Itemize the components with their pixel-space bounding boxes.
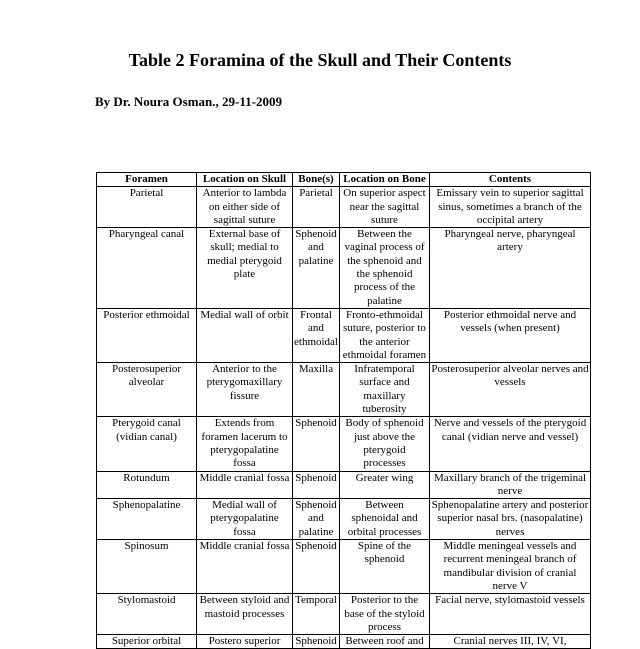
table-row bbox=[97, 471, 591, 499]
cell-location-on-skull: Middle cranial fossa bbox=[197, 471, 293, 499]
cell-location-on-skull: Medial wall of pterygopalatine fossa bbox=[197, 499, 293, 540]
cell-location-on-skull: Anterior to lambda on either side of sagittal suture bbox=[197, 187, 293, 228]
cell-bones: Maxilla bbox=[293, 363, 340, 417]
author-line: By Dr. Noura Osman., 29-11-2009 bbox=[95, 94, 282, 109]
table-row bbox=[97, 228, 591, 309]
cell-bones: Parietal bbox=[293, 187, 340, 228]
cell-location-on-skull: Medial wall of orbit bbox=[197, 308, 293, 362]
cell-location-on-bone: On superior aspect near the sagittal suture bbox=[340, 187, 430, 228]
cell-location-on-bone: Fronto-ethmoidal suture, posterior to the anterior ethmoidal foramen bbox=[340, 308, 430, 362]
cell-contents: Posterior ethmoidal nerve and vessels (when present) bbox=[430, 308, 591, 362]
cell-bones: Sphenoid and palatine bbox=[293, 499, 340, 540]
table-row bbox=[97, 308, 591, 362]
cell-foramen: Stylomastoid bbox=[97, 594, 197, 635]
cell-location-on-bone: Between sphenoidal and orbital processes bbox=[340, 499, 430, 540]
cell-foramen: Parietal bbox=[97, 187, 197, 228]
cell-location-on-skull: Postero superior bbox=[197, 635, 293, 649]
cell-location-on-bone: Between the vaginal process of the sphenoid and the sphenoid process of the palatine bbox=[340, 228, 430, 309]
cell-location-on-bone: Infratemporal surface and maxillary tuberosity bbox=[340, 363, 430, 417]
cell-foramen: Pharyngeal canal bbox=[97, 228, 197, 309]
cell-bones: Frontal and ethmoidal bbox=[293, 308, 340, 362]
cell-contents: Pharyngeal nerve, pharyngeal artery bbox=[430, 228, 591, 309]
cell-contents: Cranial nerves III, IV, VI, bbox=[430, 635, 591, 649]
header-foramen: Foramen bbox=[97, 173, 197, 187]
cell-bones: Sphenoid bbox=[293, 540, 340, 594]
cell-contents: Maxillary branch of the trigeminal nerve bbox=[430, 471, 591, 499]
table-header-row bbox=[97, 173, 591, 187]
cell-foramen: Sphenopalatine bbox=[97, 499, 197, 540]
cell-contents: Emissary vein to superior sagittal sinus, sometimes a branch of the occipital artery bbox=[430, 187, 591, 228]
table-row bbox=[97, 594, 591, 635]
cell-location-on-bone: Spine of the sphenoid bbox=[340, 540, 430, 594]
header-location-on-bone: Location on Bone bbox=[340, 173, 430, 187]
cell-location-on-bone: Posterior to the base of the styloid process bbox=[340, 594, 430, 635]
cell-foramen: Rotundum bbox=[97, 471, 197, 499]
cell-location-on-skull: Between styloid and mastoid processes bbox=[197, 594, 293, 635]
cell-location-on-skull: External base of skull; medial to medial pterygoid plate bbox=[197, 228, 293, 309]
header-bones: Bone(s) bbox=[293, 173, 340, 187]
cell-bones: Sphenoid bbox=[293, 635, 340, 649]
table-row bbox=[97, 635, 591, 649]
cell-foramen: Posterosuperior alveolar bbox=[97, 363, 197, 417]
cell-foramen: Superior orbital bbox=[97, 635, 197, 649]
table-row bbox=[97, 499, 591, 540]
cell-foramen: Posterior ethmoidal bbox=[97, 308, 197, 362]
document-title: Table 2 Foramina of the Skull and Their Contents bbox=[128, 50, 512, 70]
cell-contents: Facial nerve, stylomastoid vessels bbox=[430, 594, 591, 635]
cell-foramen: Pterygoid canal (vidian canal) bbox=[97, 417, 197, 471]
cell-location-on-skull: Extends from foramen lacerum to pterygopalatine fossa bbox=[197, 417, 293, 471]
cell-contents: Nerve and vessels of the pterygoid canal (vidian nerve and vessel) bbox=[430, 417, 591, 471]
cell-bones: Sphenoid bbox=[293, 471, 340, 499]
header-location-on-skull: Location on Skull bbox=[197, 173, 293, 187]
cell-bones: Sphenoid bbox=[293, 417, 340, 471]
cell-contents: Middle meningeal vessels and recurrent meningeal branch of mandibular division of cranial nerve V bbox=[430, 540, 591, 594]
cell-bones: Temporal bbox=[293, 594, 340, 635]
table-row bbox=[97, 417, 591, 471]
cell-contents: Sphenopalatine artery and posterior superior nasal brs. (nasopalatine) nerves bbox=[430, 499, 591, 540]
cell-contents: Posterosuperior alveolar nerves and vessels bbox=[430, 363, 591, 417]
cell-location-on-bone: Greater wing bbox=[340, 471, 430, 499]
table-row bbox=[97, 540, 591, 594]
cell-location-on-skull: Anterior to the pterygomaxillary fissure bbox=[197, 363, 293, 417]
cell-location-on-bone: Body of sphenoid just above the pterygoid processes bbox=[340, 417, 430, 471]
table-row bbox=[97, 363, 591, 417]
cell-location-on-skull: Middle cranial fossa bbox=[197, 540, 293, 594]
cell-bones: Sphenoid and palatine bbox=[293, 228, 340, 309]
table-row bbox=[97, 187, 591, 228]
cell-foramen: Spinosum bbox=[97, 540, 197, 594]
header-contents: Contents bbox=[430, 173, 591, 187]
cell-location-on-bone: Between roof and bbox=[340, 635, 430, 649]
foramina-table bbox=[96, 172, 591, 649]
